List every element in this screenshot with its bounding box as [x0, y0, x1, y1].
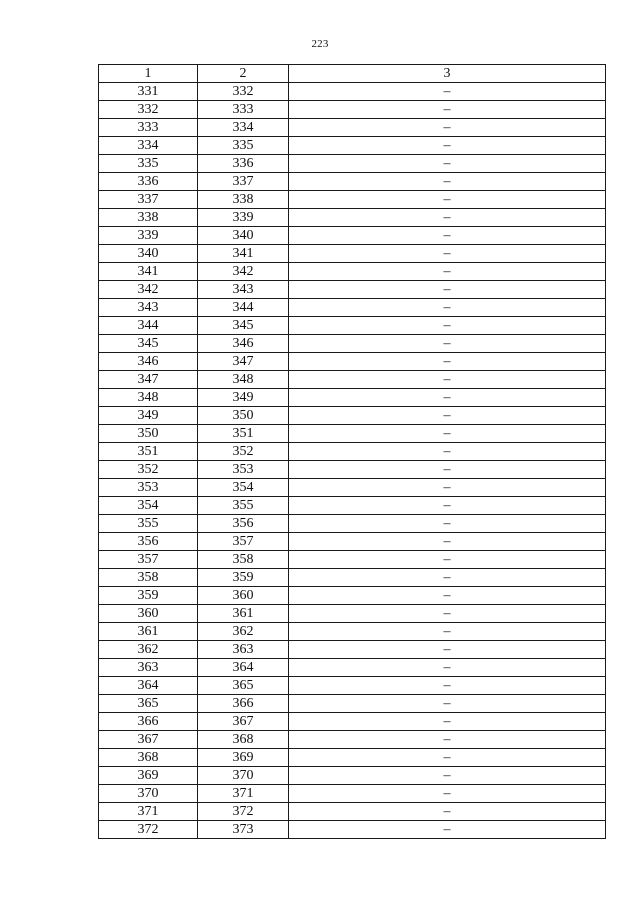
- table-cell-col-3: –: [289, 371, 606, 389]
- table-cell-col-1: 367: [99, 731, 198, 749]
- table-row: [99, 137, 606, 155]
- table-row: [99, 533, 606, 551]
- data-table: [98, 64, 606, 839]
- table-cell-col-3: –: [289, 587, 606, 605]
- table-cell-col-1: 348: [99, 389, 198, 407]
- table-cell-col-1: 341: [99, 263, 198, 281]
- table-cell-col-2: 372: [198, 803, 289, 821]
- table-cell-col-3: –: [289, 695, 606, 713]
- table-cell-col-2: 354: [198, 479, 289, 497]
- table-cell-col-1: 355: [99, 515, 198, 533]
- table-cell-col-2: 339: [198, 209, 289, 227]
- table-row: [99, 677, 606, 695]
- table-cell-col-3: –: [289, 497, 606, 515]
- table-cell-col-3: –: [289, 83, 606, 101]
- table-cell-col-1: 336: [99, 173, 198, 191]
- column-header-3: 3: [289, 65, 606, 83]
- table-cell-col-3: –: [289, 515, 606, 533]
- table-cell-col-3: –: [289, 191, 606, 209]
- table-cell-col-1: 346: [99, 353, 198, 371]
- table-row: [99, 407, 606, 425]
- table-row: [99, 605, 606, 623]
- table-cell-col-3: –: [289, 461, 606, 479]
- table-cell-col-1: 334: [99, 137, 198, 155]
- table-row: [99, 821, 606, 839]
- table-row: [99, 425, 606, 443]
- table-cell-col-1: 360: [99, 605, 198, 623]
- table-cell-col-3: –: [289, 263, 606, 281]
- table-cell-col-2: 341: [198, 245, 289, 263]
- table-row: [99, 731, 606, 749]
- table-cell-col-3: –: [289, 551, 606, 569]
- table-cell-col-3: –: [289, 389, 606, 407]
- table-cell-col-1: 363: [99, 659, 198, 677]
- table-cell-col-1: 345: [99, 335, 198, 353]
- page-number: 223: [311, 38, 329, 50]
- table-row: [99, 767, 606, 785]
- table-cell-col-1: 372: [99, 821, 198, 839]
- table-cell-col-2: 357: [198, 533, 289, 551]
- table-cell-col-1: 350: [99, 425, 198, 443]
- table-cell-col-2: 350: [198, 407, 289, 425]
- table-cell-col-3: –: [289, 605, 606, 623]
- table-cell-col-1: 333: [99, 119, 198, 137]
- table-cell-col-1: 332: [99, 101, 198, 119]
- table-cell-col-3: –: [289, 227, 606, 245]
- table-cell-col-2: 345: [198, 317, 289, 335]
- table-cell-col-3: –: [289, 101, 606, 119]
- table-cell-col-2: 368: [198, 731, 289, 749]
- table-cell-col-1: 349: [99, 407, 198, 425]
- table-cell-col-2: 337: [198, 173, 289, 191]
- table-cell-col-2: 367: [198, 713, 289, 731]
- table-cell-col-2: 355: [198, 497, 289, 515]
- table-cell-col-2: 362: [198, 623, 289, 641]
- table-cell-col-1: 340: [99, 245, 198, 263]
- table-cell-col-1: 362: [99, 641, 198, 659]
- table-cell-col-2: 369: [198, 749, 289, 767]
- table-row: [99, 155, 606, 173]
- table-row: [99, 299, 606, 317]
- table-row: [99, 713, 606, 731]
- table-cell-col-2: 360: [198, 587, 289, 605]
- table-cell-col-1: 365: [99, 695, 198, 713]
- table-cell-col-3: –: [289, 335, 606, 353]
- table-row: [99, 227, 606, 245]
- table-cell-col-1: 331: [99, 83, 198, 101]
- column-header-1: 1: [99, 65, 198, 83]
- table-cell-col-3: –: [289, 425, 606, 443]
- table-row: [99, 551, 606, 569]
- table-cell-col-3: –: [289, 173, 606, 191]
- table-cell-col-2: 353: [198, 461, 289, 479]
- table-cell-col-3: –: [289, 281, 606, 299]
- table-cell-col-1: 359: [99, 587, 198, 605]
- table-row: [99, 191, 606, 209]
- table-row: [99, 695, 606, 713]
- table-row: [99, 479, 606, 497]
- table-row: [99, 461, 606, 479]
- table-cell-col-2: 349: [198, 389, 289, 407]
- table-row: [99, 263, 606, 281]
- table-cell-col-2: 342: [198, 263, 289, 281]
- table-cell-col-2: 366: [198, 695, 289, 713]
- table-cell-col-1: 344: [99, 317, 198, 335]
- table-cell-col-3: –: [289, 407, 606, 425]
- table-cell-col-3: –: [289, 713, 606, 731]
- table-cell-col-3: –: [289, 821, 606, 839]
- table-cell-col-3: –: [289, 137, 606, 155]
- table-cell-col-1: 342: [99, 281, 198, 299]
- table-cell-col-1: 368: [99, 749, 198, 767]
- table-cell-col-1: 352: [99, 461, 198, 479]
- table-cell-col-3: –: [289, 119, 606, 137]
- table-cell-col-1: 356: [99, 533, 198, 551]
- table-cell-col-1: 354: [99, 497, 198, 515]
- table-cell-col-1: 369: [99, 767, 198, 785]
- table-cell-col-3: –: [289, 785, 606, 803]
- column-header-2: 2: [198, 65, 289, 83]
- table-cell-col-1: 337: [99, 191, 198, 209]
- table-cell-col-3: –: [289, 299, 606, 317]
- table-row: [99, 641, 606, 659]
- table-cell-col-1: 335: [99, 155, 198, 173]
- table-cell-col-3: –: [289, 659, 606, 677]
- table-cell-col-1: 357: [99, 551, 198, 569]
- table-cell-col-1: 347: [99, 371, 198, 389]
- table-row: [99, 749, 606, 767]
- table-body: [99, 83, 606, 839]
- table-row: [99, 497, 606, 515]
- table-cell-col-2: 351: [198, 425, 289, 443]
- table-row: [99, 209, 606, 227]
- table-cell-col-2: 364: [198, 659, 289, 677]
- table-cell-col-2: 340: [198, 227, 289, 245]
- table-cell-col-3: –: [289, 623, 606, 641]
- table-cell-col-1: 364: [99, 677, 198, 695]
- table-row: [99, 443, 606, 461]
- table-cell-col-2: 346: [198, 335, 289, 353]
- table-cell-col-2: 352: [198, 443, 289, 461]
- table-cell-col-3: –: [289, 353, 606, 371]
- table-cell-col-2: 334: [198, 119, 289, 137]
- table-cell-col-3: –: [289, 569, 606, 587]
- table-row: [99, 245, 606, 263]
- table-cell-col-1: 371: [99, 803, 198, 821]
- table-cell-col-3: –: [289, 209, 606, 227]
- table-cell-col-2: 348: [198, 371, 289, 389]
- table-row: [99, 119, 606, 137]
- table-cell-col-1: 338: [99, 209, 198, 227]
- table-cell-col-2: 373: [198, 821, 289, 839]
- table-row: [99, 515, 606, 533]
- table-cell-col-1: 353: [99, 479, 198, 497]
- table-row: [99, 785, 606, 803]
- table-row: [99, 173, 606, 191]
- table-cell-col-2: 365: [198, 677, 289, 695]
- table-cell-col-2: 361: [198, 605, 289, 623]
- table-cell-col-1: 339: [99, 227, 198, 245]
- table-row: [99, 281, 606, 299]
- table-cell-col-3: –: [289, 731, 606, 749]
- table-cell-col-2: 332: [198, 83, 289, 101]
- table-cell-col-3: –: [289, 443, 606, 461]
- table-cell-col-2: 343: [198, 281, 289, 299]
- table-cell-col-3: –: [289, 533, 606, 551]
- table-cell-col-3: –: [289, 641, 606, 659]
- table-cell-col-1: 351: [99, 443, 198, 461]
- table-cell-col-3: –: [289, 155, 606, 173]
- table-cell-col-2: 344: [198, 299, 289, 317]
- table-cell-col-3: –: [289, 317, 606, 335]
- table-cell-col-1: 358: [99, 569, 198, 587]
- table-cell-col-3: –: [289, 767, 606, 785]
- table-cell-col-3: –: [289, 245, 606, 263]
- table-row: [99, 587, 606, 605]
- table-row: [99, 83, 606, 101]
- table-cell-col-3: –: [289, 677, 606, 695]
- table-row: [99, 101, 606, 119]
- table-row: [99, 803, 606, 821]
- table-cell-col-2: 333: [198, 101, 289, 119]
- table-row: [99, 317, 606, 335]
- table-row: [99, 623, 606, 641]
- table-header-row: [99, 65, 606, 83]
- table-cell-col-2: 371: [198, 785, 289, 803]
- table-row: [99, 389, 606, 407]
- table-cell-col-3: –: [289, 479, 606, 497]
- table-row: [99, 569, 606, 587]
- table-cell-col-1: 370: [99, 785, 198, 803]
- table-row: [99, 353, 606, 371]
- table-cell-col-2: 338: [198, 191, 289, 209]
- table-cell-col-2: 347: [198, 353, 289, 371]
- table-cell-col-1: 343: [99, 299, 198, 317]
- table-row: [99, 659, 606, 677]
- table-cell-col-2: 356: [198, 515, 289, 533]
- table-cell-col-1: 366: [99, 713, 198, 731]
- table-cell-col-2: 336: [198, 155, 289, 173]
- table-cell-col-3: –: [289, 803, 606, 821]
- table-cell-col-2: 370: [198, 767, 289, 785]
- table-cell-col-2: 363: [198, 641, 289, 659]
- table-row: [99, 371, 606, 389]
- table-cell-col-1: 361: [99, 623, 198, 641]
- table-cell-col-2: 335: [198, 137, 289, 155]
- table-cell-col-3: –: [289, 749, 606, 767]
- table-cell-col-2: 358: [198, 551, 289, 569]
- table-cell-col-2: 359: [198, 569, 289, 587]
- table-row: [99, 335, 606, 353]
